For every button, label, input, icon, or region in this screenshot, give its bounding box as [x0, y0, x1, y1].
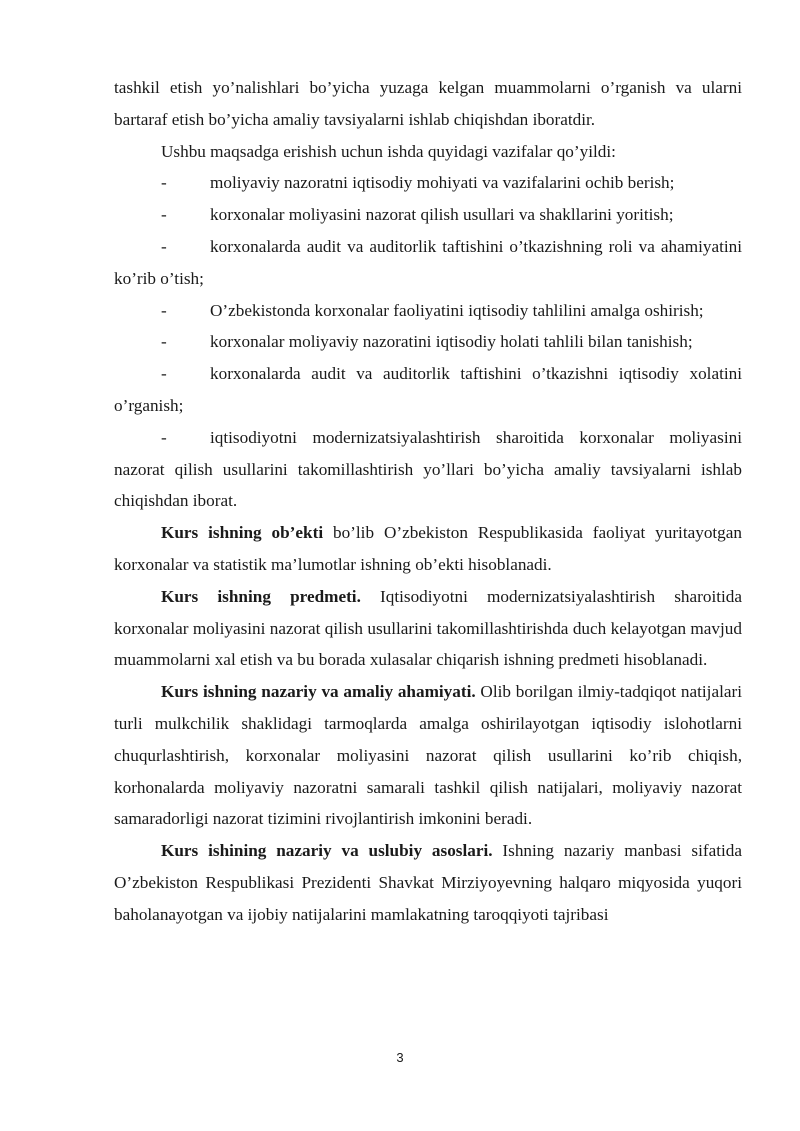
list-item [114, 231, 742, 295]
list-dash: - [161, 300, 167, 320]
paragraph-subject [114, 581, 742, 676]
paragraph-object [114, 517, 742, 581]
list-dash: - [161, 364, 167, 384]
list-item-text: korxonalar moliyaviy nazoratini iqtisodiy holati tahlili bilan tanishish; [210, 332, 693, 352]
basis-heading: Kurs ishining nazariy va uslubiy asoslari. [161, 841, 493, 861]
significance-text: Olib borilgan ilmiy-tadqiqot natijalari turli mulkchilik shaklidagi tarmoqlarda amalga oshirilayotgan iqtisodiy islohotlarni chuqurlashtirish, korxonalar moliyasini nazorat qilish usullarini ko’rib chiqish, korhonalarda moliyaviy nazoratni samarali tashkil qilish natijalari, moliyaviy nazorat samaradorligi nazorat tizimini rivojlantirish imkonini beradi. [114, 682, 742, 829]
list-item [114, 358, 742, 422]
list-item-text: korxonalarda audit va auditorlik taftishini o’tkazishning roli va ahamiyatini ko’rib o’tish; [114, 236, 742, 288]
subject-heading: Kurs ishning predmeti. [161, 586, 361, 606]
list-item [114, 199, 742, 231]
object-text: bo’lib O’zbekiston Respublikasida faoliyat yuritayotgan korxonalar va statistik ma’lumotlar ishning ob’ekti hisoblanadi. [114, 523, 742, 574]
list-dash: - [161, 332, 167, 352]
page-number: 3 [396, 1050, 404, 1065]
list-item-text: iqtisodiyotni modernizatsiyalashtirish sharoitida korxonalar moliyasini nazorat qilish usullarini takomillashtirish yo’llari bo’yicha amaliy tavsiyalarni ishlab chiqishdan iborat. [114, 427, 742, 511]
subject-text: Iqtisodiyotni modernizatsiyalashtirish sharoitida korxonalar moliyasini nazorat qilish usullarini takomillashtirishda duch kelayotgan mavjud muammolarni xal etish va bu borada xulasalar chiqarish ishning predmeti hisoblanadi. [114, 586, 742, 670]
list-item [114, 167, 742, 199]
list-dash: - [161, 236, 167, 256]
list-item-text: korxonalarda audit va auditorlik taftishini o’tkazishni iqtisodiy xolatini o’rganish; [114, 364, 742, 415]
list-item [114, 295, 742, 327]
list-dash: - [161, 205, 167, 225]
significance-heading: Kurs ishning nazariy va amaliy ahamiyati. [161, 682, 476, 702]
basis-text: Ishning nazariy manbasi sifatida O’zbekiston Respublikasi Prezidenti Shavkat Mirziyoyevning halqaro miqyosida yuqori baholanayotgan va ijobiy natijalarini mamlakatning taroqqiyoti tajribasi [114, 841, 742, 924]
list-dash: - [161, 427, 167, 447]
body-text [114, 72, 742, 931]
list-item-text: moliyaviy nazoratni iqtisodiy mohiyati va vazifalarini ochib berish; [210, 173, 675, 193]
object-heading: Kurs ishning ob’ekti [161, 523, 324, 543]
list-dash: - [161, 173, 167, 193]
list-item-text: O’zbekistonda korxonalar faoliyatini iqtisodiy tahlilini amalga oshirish; [210, 300, 704, 320]
list-item [114, 422, 742, 517]
list-item [114, 326, 742, 358]
paragraph-intro-continuation: tashkil etish yo’nalishlari bo’yicha yuzaga kelgan muammolarni o’rganish va ularni bartaraf etish bo’yicha amaliy tavsiyalarni ishlab chiqishdan iboratdir. [114, 78, 742, 129]
list-item-text: korxonalar moliyasini nazorat qilish usullari va shakllarini yoritish; [210, 205, 674, 225]
paragraph-tasks-intro: Ushbu maqsadga erishish uchun ishda quyidagi vazifalar qo’yildi: [161, 141, 616, 161]
paragraph-significance [114, 676, 742, 835]
paragraph-basis [114, 835, 742, 930]
